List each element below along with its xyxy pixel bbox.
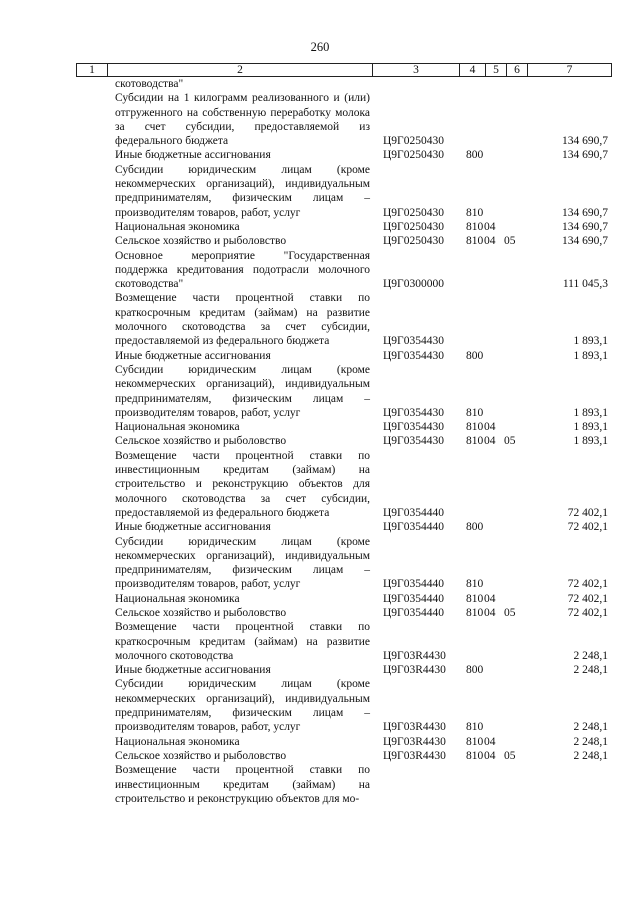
row-expense-type: 810 [466,592,484,605]
table-row [0,249,640,292]
row-amount: 72 402,1 [567,521,608,534]
row-expense-type: 810 [466,578,484,591]
row-subsection: 05 [504,749,516,762]
table-row [0,677,640,734]
row-name: Национальная экономика [115,735,240,748]
row-expense-type: 800 [466,521,484,534]
table-row [0,291,640,348]
row-expense-type: 810 [466,406,484,419]
row-name: Сельское хозяйство и рыболовство [115,435,287,448]
row-expense-type: 800 [466,149,484,162]
row-subsection: 05 [504,435,516,448]
row-amount: 2 248,1 [573,649,608,662]
row-budget-code: Ц9Г0250430 [383,235,444,248]
row-subsection: 05 [504,606,516,619]
row-budget-code: Ц9Г0354430 [383,406,444,419]
row-expense-type: 810 [466,721,484,734]
row-name: Национальная экономика [115,421,240,434]
row-budget-code: Ц9Г03R4430 [383,749,446,762]
table-row [0,449,640,520]
row-expense-type: 810 [466,606,484,619]
row-expense-type: 810 [466,735,484,748]
row-budget-code: Ц9Г0250430 [383,135,444,148]
header-col-6: 6 [507,64,528,77]
row-subsection: 05 [504,235,516,248]
row-amount: 2 248,1 [573,721,608,734]
row-name: скотоводства" [115,78,184,90]
row-section: 04 [484,235,496,248]
row-amount: 1 893,1 [573,335,608,348]
row-expense-type: 810 [466,220,484,233]
row-name: Субсидии юридическим лицам (кроме некоммерческих организаций), индивидуальным предпринимателям, физическим лицам – производителям товаров, работ, услуг [115,363,370,419]
row-expense-type: 800 [466,349,484,362]
row-section: 04 [484,735,496,748]
row-name: Иные бюджетные ассигнования [115,349,271,362]
table-row [0,234,640,248]
table-header [76,63,612,77]
row-name: Субсидии юридическим лицам (кроме некоммерческих организаций), индивидуальным предпринимателям, физическим лицам – производителям товаров, работ, услуг [115,678,370,734]
table-row [0,749,640,763]
header-col-2: 2 [108,64,373,77]
row-expense-type: 810 [466,206,484,219]
row-amount: 2 248,1 [573,735,608,748]
table-row [0,220,640,234]
row-name: Возмещение части процентной ставки по краткосрочным кредитам (займам) на развитие молочного скотоводства за счет субсидии, предоставляемой из федерального бюджета [115,292,370,348]
table-row [0,606,640,620]
table-row [0,735,640,749]
row-budget-code: Ц9Г0300000 [383,278,444,291]
header-col-1: 1 [77,64,108,77]
row-name: Возмещение части процентной ставки по краткосрочным кредитам (займам) на развитие молочного скотоводства [115,621,370,662]
row-name: Сельское хозяйство и рыболовство [115,606,287,619]
row-budget-code: Ц9Г0354430 [383,435,444,448]
row-amount: 134 690,7 [562,220,608,233]
row-amount: 2 248,1 [573,749,608,762]
row-amount: 1 893,1 [573,406,608,419]
header-col-3: 3 [373,64,460,77]
row-budget-code: Ц9Г0354430 [383,421,444,434]
row-name: Иные бюджетные ассигнования [115,521,271,534]
table-row [0,363,640,420]
row-name: Сельское хозяйство и рыболовство [115,235,287,248]
row-name: Национальная экономика [115,220,240,233]
row-budget-code: Ц9Г0354440 [383,521,444,534]
header-col-7: 7 [528,64,612,77]
row-budget-code: Ц9Г0354430 [383,335,444,348]
row-budget-code: Ц9Г0250430 [383,220,444,233]
row-amount: 2 248,1 [573,664,608,677]
table-row [0,91,640,148]
header-col-4: 4 [460,64,486,77]
table-row [0,620,640,663]
row-expense-type: 800 [466,664,484,677]
table-row [0,535,640,592]
row-amount: 1 893,1 [573,349,608,362]
row-amount: 134 690,7 [562,206,608,219]
row-budget-code: Ц9Г0354440 [383,592,444,605]
row-budget-code: Ц9Г0250430 [383,206,444,219]
row-name: Субсидии юридическим лицам (кроме некоммерческих организаций), индивидуальным предпринимателям, физическим лицам – производителям товаров, работ, услуг [115,163,370,219]
table-row [0,434,640,448]
row-amount: 72 402,1 [567,506,608,519]
row-name: Сельское хозяйство и рыболовство [115,749,287,762]
table-row [0,663,640,677]
row-amount: 72 402,1 [567,578,608,591]
row-budget-code: Ц9Г03R4430 [383,721,446,734]
row-expense-type: 810 [466,749,484,762]
row-budget-code: Ц9Г0354440 [383,506,444,519]
row-amount: 111 045,3 [562,278,608,291]
header-col-5: 5 [486,64,507,77]
row-expense-type: 810 [466,421,484,434]
row-amount: 72 402,1 [567,606,608,619]
row-amount: 134 690,7 [562,235,608,248]
row-amount: 1 893,1 [573,435,608,448]
row-section: 04 [484,749,496,762]
row-expense-type: 810 [466,235,484,248]
row-name: Субсидии юридическим лицам (кроме некоммерческих организаций), индивидуальным предпринимателям, физическим лицам – производителям товаров, работ, услуг [115,535,370,591]
row-name: Возмещение части процентной ставки по инвестиционным кредитам (займам) на строительство и реконструкцию объектов для молочного скотоводства за счет субсидии, предоставляемой из федерального бюджета [115,449,370,519]
table-row [0,77,640,91]
row-section: 04 [484,592,496,605]
row-section: 04 [484,220,496,233]
row-budget-code: Ц9Г0354440 [383,606,444,619]
row-amount: 134 690,7 [562,135,608,148]
row-budget-code: Ц9Г03R4430 [383,735,446,748]
table-row [0,592,640,606]
table-row [0,520,640,534]
row-budget-code: Ц9Г0354430 [383,349,444,362]
row-budget-code: Ц9Г0354440 [383,578,444,591]
row-expense-type: 810 [466,435,484,448]
row-section: 04 [484,606,496,619]
row-name: Иные бюджетные ассигнования [115,664,271,677]
table-row [0,349,640,363]
table-row [0,420,640,434]
row-name: Возмещение части процентной ставки по инвестиционным кредитам (займам) на строительство и реконструкцию объектов для мо- [115,764,370,805]
table-body [0,77,640,806]
row-section: 04 [484,435,496,448]
row-amount: 134 690,7 [562,149,608,162]
row-budget-code: Ц9Г03R4430 [383,649,446,662]
table-row [0,763,640,806]
row-budget-code: Ц9Г0250430 [383,149,444,162]
page-number: 260 [310,40,330,54]
row-amount: 1 893,1 [573,421,608,434]
table-row [0,163,640,220]
table-row [0,148,640,162]
row-name: Субсидии на 1 килограмм реализованного и (или) отгруженного на собственную переработку молока за счет субсидии, предоставляемой из федерального бюджета [115,92,370,148]
row-section: 04 [484,421,496,434]
row-name: Основное мероприятие "Государственная поддержка кредитования подотрасли молочного скотоводства" [115,249,370,291]
row-name: Иные бюджетные ассигнования [115,149,271,162]
row-name: Национальная экономика [115,592,240,605]
row-budget-code: Ц9Г03R4430 [383,664,446,677]
row-amount: 72 402,1 [567,592,608,605]
